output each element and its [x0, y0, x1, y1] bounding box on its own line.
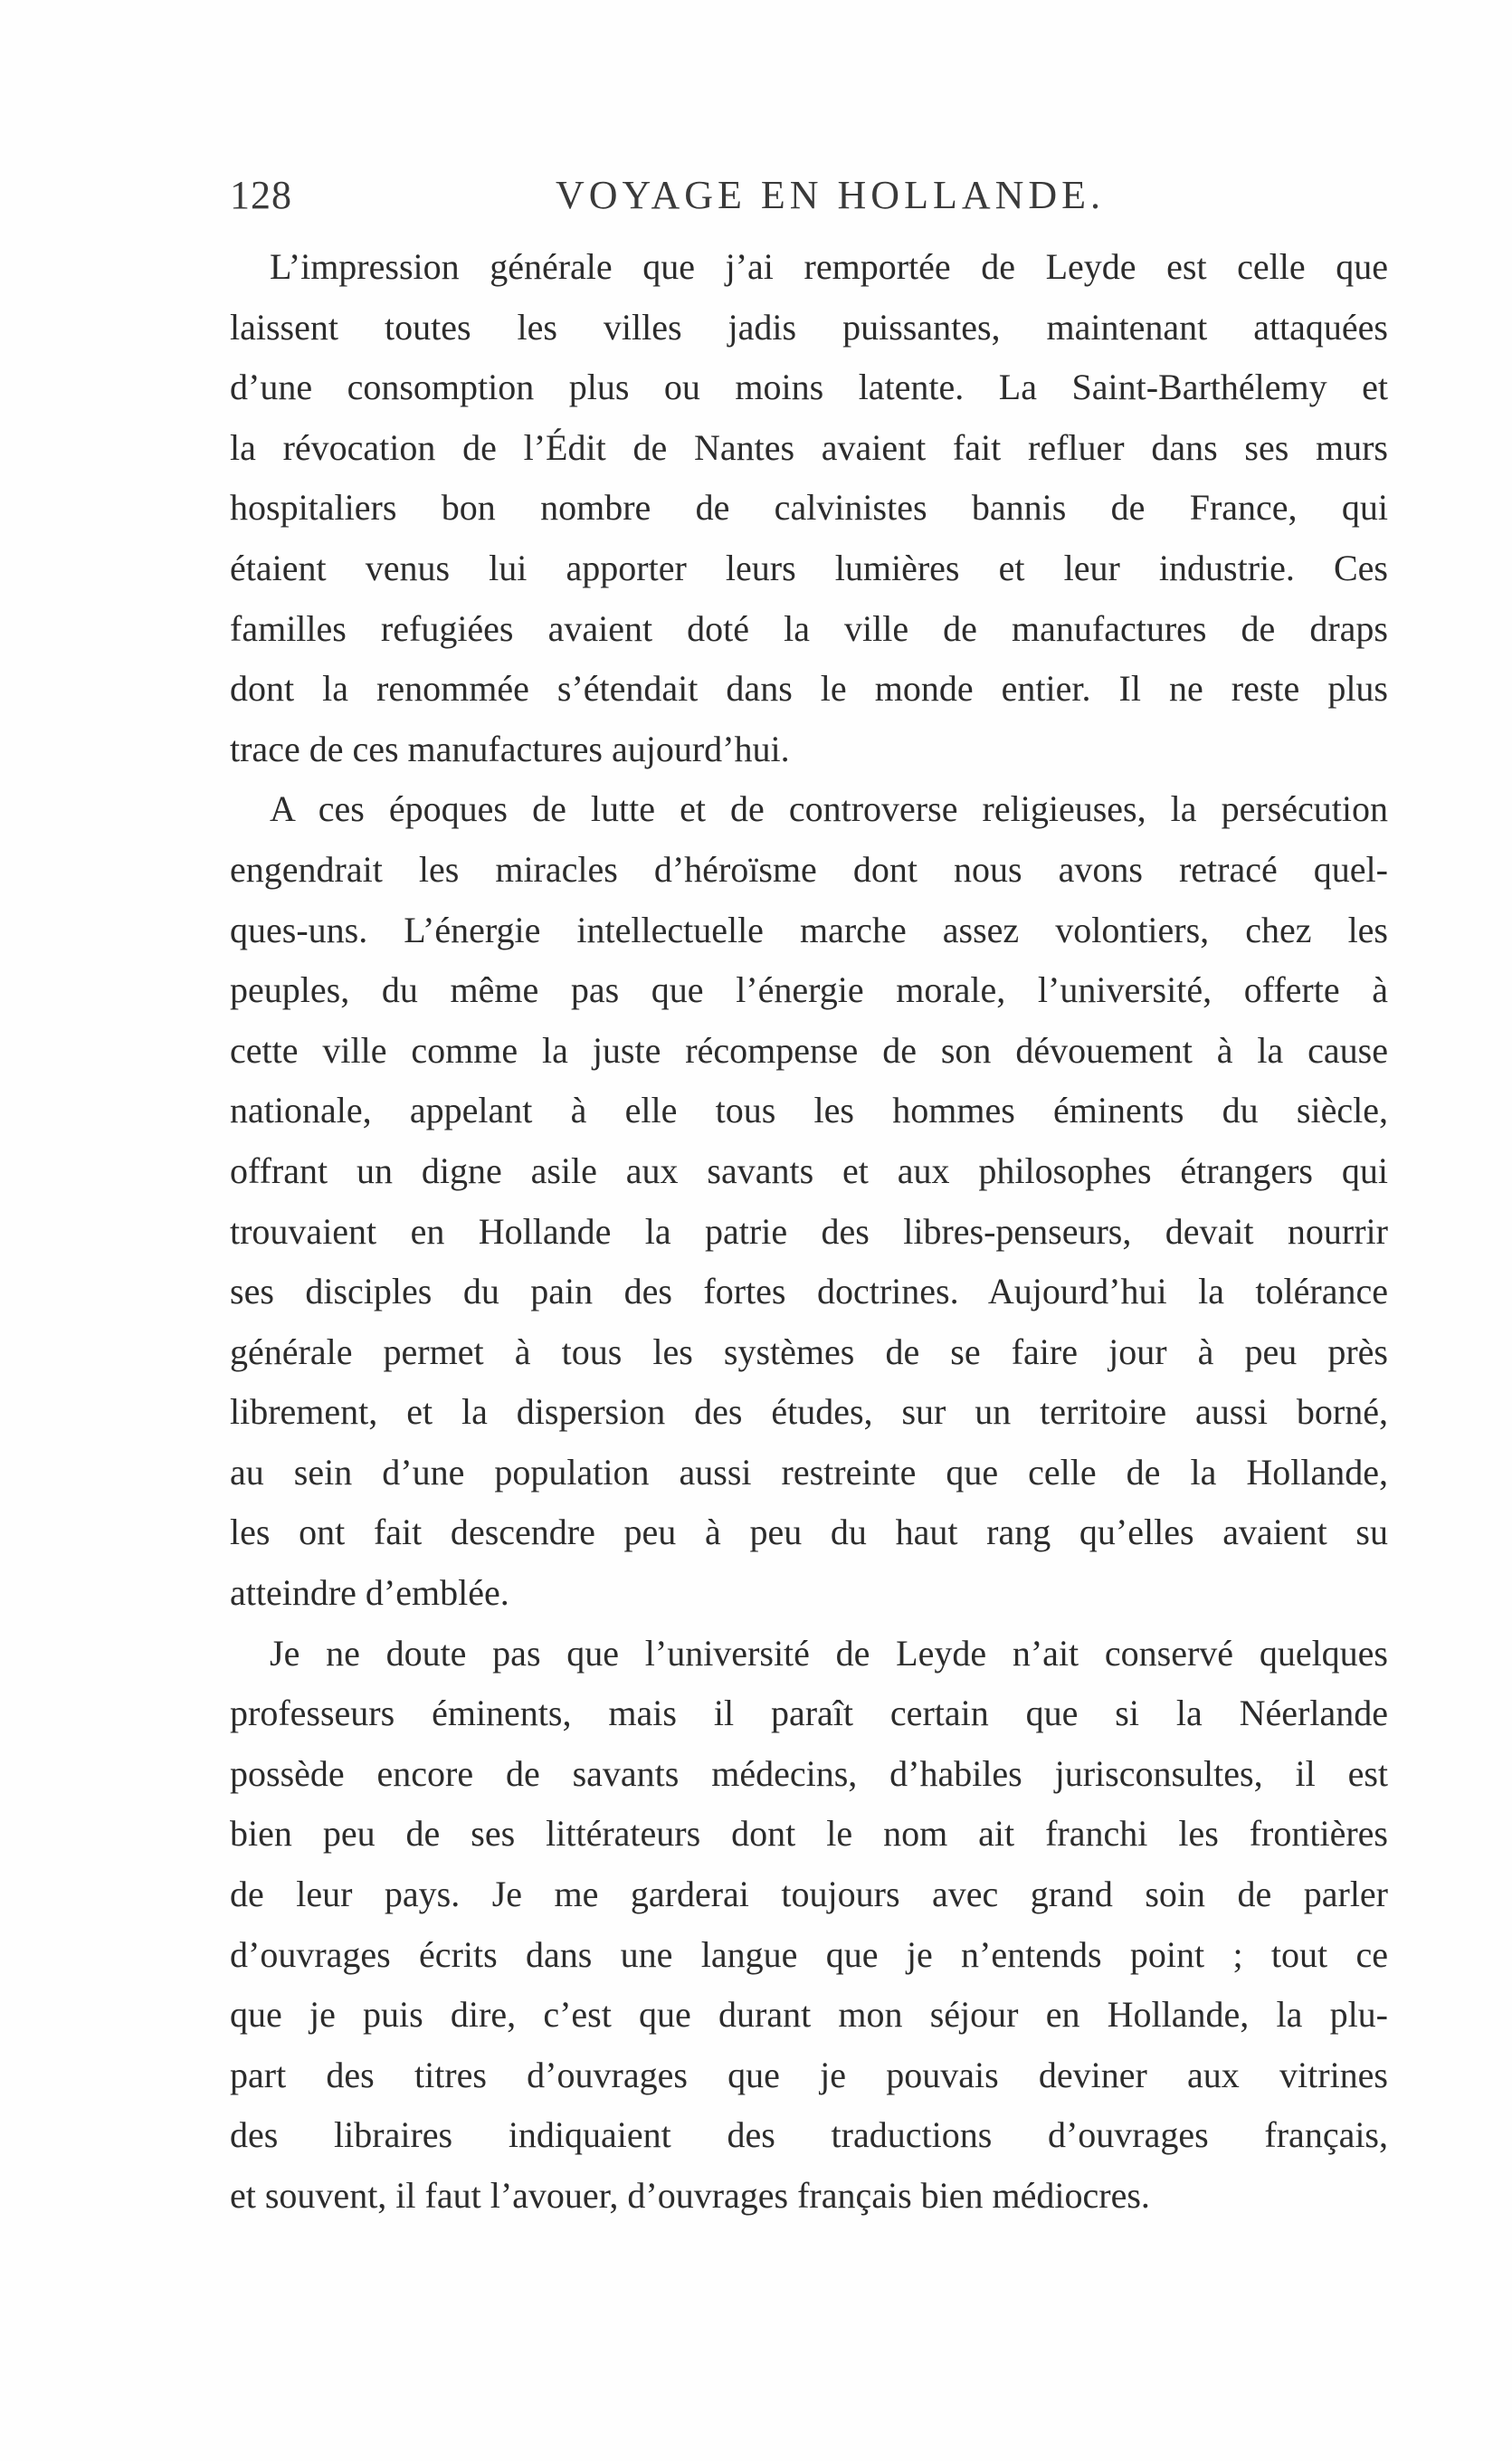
text-line: nationale, appelant à elle tous les hommes éminents du siècle,: [230, 1090, 1388, 1131]
body-text: [230, 237, 1388, 2227]
text-line: engendrait les miracles d’héroïsme dont nous avons retracé quel-: [230, 848, 1388, 890]
running-title: VOYAGE EN HOLLANDE.: [556, 173, 1106, 217]
text-line: trace de ces manufactures aujourd’hui.: [230, 728, 790, 769]
text-line: possède encore de savants médecins, d’habiles jurisconsultes, il est: [230, 1752, 1388, 1794]
text-line: L’impression générale que j’ai remportée de Leyde est celle que: [270, 246, 1388, 287]
text-line: offrant un digne asile aux savants et aux philosophes étrangers qui: [230, 1149, 1388, 1191]
text-line: ses disciples du pain des fortes doctrines. Aujourd’hui la tolérance: [230, 1271, 1388, 1312]
text-line: hospitaliers bon nombre de calvinistes bannis de France, qui: [230, 487, 1388, 529]
text-line: peuples, du même pas que l’énergie morale, l’université, offerte à: [230, 969, 1388, 1011]
text-line: bien peu de ses littérateurs dont le nom ait franchi les frontières: [230, 1813, 1388, 1855]
page-number: 128: [230, 173, 292, 217]
text-line: part des titres d’ouvrages que je pouvais deviner aux vitrines: [230, 2054, 1388, 2095]
text-line: familles refugiées avaient doté la ville de manufactures de draps: [230, 607, 1388, 649]
text-line: atteindre d’emblée.: [230, 1572, 509, 1614]
text-line: la révocation de l’Édit de Nantes avaient fait refluer dans ses murs: [230, 426, 1388, 468]
text-line: trouvaient en Hollande la patrie des libres-penseurs, devait nourrir: [230, 1210, 1388, 1252]
text-line: d’ouvrages écrits dans une langue que je n’entends point ; tout ce: [230, 1933, 1388, 1975]
text-line: ques-uns. L’énergie intellectuelle marche assez volontiers, chez les: [230, 909, 1388, 950]
text-line: cette ville comme la juste récompense de son dévouement à la cause: [230, 1029, 1388, 1071]
text-line: dont la renommée s’étendait dans le monde entier. Il ne reste plus: [230, 668, 1388, 710]
running-head: [230, 172, 1388, 226]
text-line: des libraires indiquaient des traductions d’ouvrages français,: [230, 2114, 1388, 2156]
text-line: d’une consomption plus ou moins latente. La Saint-Barthélemy et: [230, 367, 1388, 408]
text-line: étaient venus lui apporter leurs lumières et leur industrie. Ces: [230, 547, 1388, 588]
text-line: de leur pays. Je me garderai toujours avec grand soin de parler: [230, 1874, 1388, 1915]
text-line: professeurs éminents, mais il paraît certain que si la Néerlande: [230, 1693, 1388, 1734]
text-line: A ces époques de lutte et de controverse religieuses, la persécution: [270, 788, 1388, 830]
text-line: Je ne doute pas que l’université de Leyde n’ait conservé quelques: [270, 1632, 1388, 1674]
text-line: et souvent, il faut l’avouer, d’ouvrages français bien médiocres.: [230, 2175, 1150, 2216]
text-line: les ont fait descendre peu à peu du haut rang qu’elles avaient su: [230, 1512, 1388, 1553]
text-line: générale permet à tous les systèmes de se faire jour à peu près: [230, 1331, 1388, 1372]
text-line: librement, et la dispersion des études, sur un territoire aussi borné,: [230, 1391, 1388, 1433]
text-line: au sein d’une population aussi restreinte que celle de la Hollande,: [230, 1451, 1388, 1493]
text-line: que je puis dire, c’est que durant mon séjour en Hollande, la plu-: [230, 1994, 1388, 2036]
text-line: laissent toutes les villes jadis puissantes, maintenant attaquées: [230, 306, 1388, 348]
